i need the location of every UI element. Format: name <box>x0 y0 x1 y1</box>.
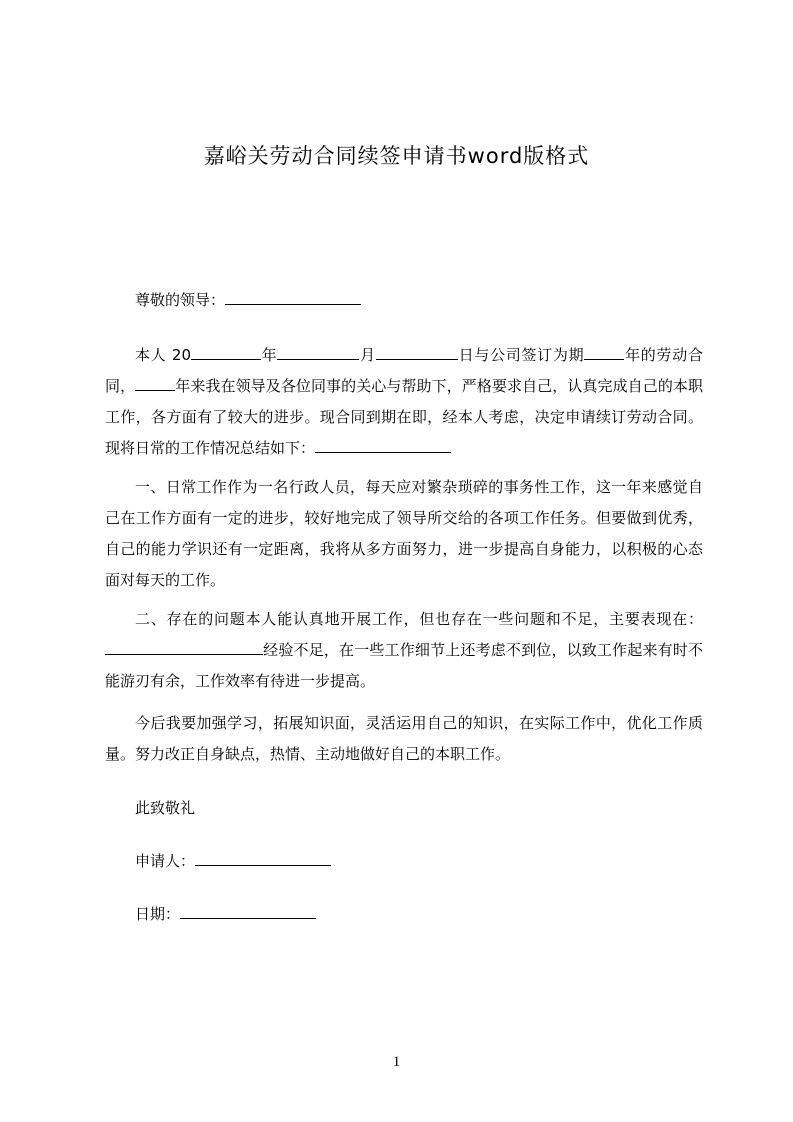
salutation-label: 尊敬的领导： <box>135 291 226 309</box>
salutation-blank <box>225 290 361 305</box>
page-number: 1 <box>392 1054 401 1070</box>
day-blank <box>376 345 458 360</box>
section-3-paragraph <box>105 708 703 770</box>
intro-text-6: 年来我在领导及各位同事的关心与帮助下，严格要求自己，认真完成自己的本职工作，各方面有了较大的进步。现合同到期在即，经本人考虑，决定申请续订劳动合同。现将日常的工作情况总结如下： <box>105 377 703 457</box>
page-title: 嘉峪关劳动合同续签申请书word版格式 <box>203 144 590 168</box>
intro-text-3: 月 <box>359 346 376 364</box>
applicant-line <box>135 850 331 872</box>
year-blank <box>191 345 261 360</box>
term-blank <box>584 345 624 360</box>
section-1-paragraph <box>105 472 703 596</box>
years-blank <box>135 376 175 391</box>
applicant-blank <box>195 851 331 866</box>
intro-text-2: 年 <box>261 346 278 364</box>
salutation-line <box>135 289 361 311</box>
section-1-text: 一、日常工作作为一名行政人员，每天应对繁杂琐碎的事务性工作，这一年来感觉自己在工作方面有一定的进步，较好地完成了领导所交给的各项工作任务。但要做到优秀，自己的能力学识还有一定距离，我将从多方面努力，进一步提高自身能力，以积极的心态面对每天的工作。 <box>105 478 703 589</box>
intro-text-5: 年的劳动合同， <box>105 346 703 395</box>
intro-paragraph <box>105 340 703 464</box>
section-2-paragraph <box>105 604 703 697</box>
date-line <box>135 903 316 925</box>
applicant-label: 申请人： <box>135 852 196 870</box>
intro-text-4: 日与公司签订为期 <box>457 346 585 364</box>
summary-blank <box>315 438 451 453</box>
closing-line: 此致敬礼 <box>135 799 196 817</box>
section-2-text-2: 经验不足，在一些工作细节上还考虑不到位，以致工作起来有时不能游刃有余，工作效率有待进一步提高。 <box>105 641 703 690</box>
date-blank <box>180 904 316 919</box>
month-blank <box>277 345 359 360</box>
section-2-text-1: 二、存在的问题本人能认真地开展工作，但也存在一些问题和不足，主要表现在： <box>135 610 703 628</box>
intro-text-1: 本人 20 <box>135 346 192 364</box>
section-3-text: 今后我要加强学习，拓展知识面，灵活运用自己的知识，在实际工作中，优化工作质量。努力改正自身缺点，热情、主动地做好自己的本职工作。 <box>105 714 703 763</box>
date-label: 日期： <box>135 905 181 923</box>
problems-blank <box>105 640 263 655</box>
